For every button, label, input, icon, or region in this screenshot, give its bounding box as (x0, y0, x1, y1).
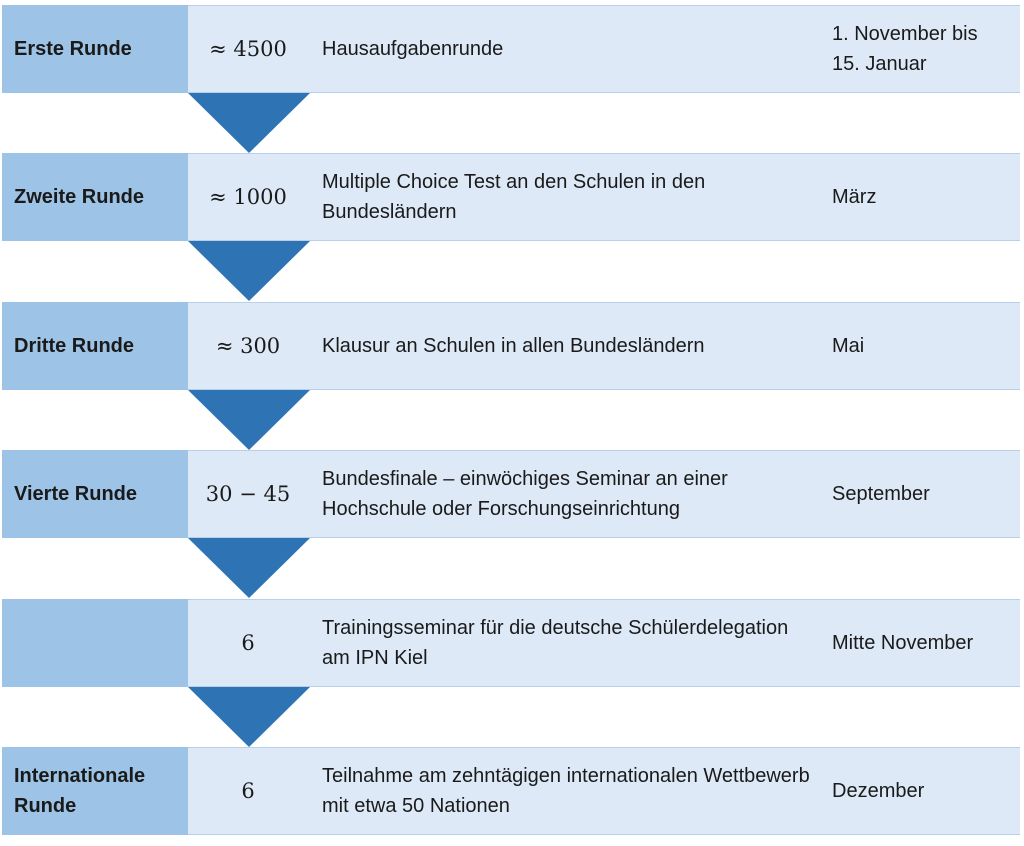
down-arrow-4 (188, 538, 310, 598)
participant-count: 30 − 45 (205, 482, 291, 506)
stage-label-cell (2, 5, 188, 93)
stage-body-cell (188, 450, 1020, 538)
participant-count: ≈ 1000 (209, 185, 287, 209)
stage-label: Internationale Runde (14, 765, 146, 817)
down-arrow-2 (188, 241, 310, 301)
stage-label: Erste Runde (14, 38, 132, 60)
stage-body-cell (188, 599, 1020, 687)
participant-count: ≈ 4500 (209, 37, 287, 61)
participant-count: 6 (241, 631, 255, 655)
participant-count: 6 (241, 779, 255, 803)
stage-label-cell (2, 599, 188, 687)
stage-label-cell (2, 450, 188, 538)
stage-description: Klausur an Schulen in allen Bundesländern (322, 335, 705, 357)
stage-description: Multiple Choice Test an den Schulen in den Bundesländern (322, 171, 706, 223)
stage-label: Vierte Runde (14, 483, 137, 505)
stage-body-cell (188, 5, 1020, 93)
stage-body-cell (188, 153, 1020, 241)
stage-row-3 (2, 302, 1020, 390)
stage-description: Teilnahme am zehntägigen internationalen Wettbewerb mit etwa 50 Nationen (322, 765, 810, 817)
stage-date: Mai (832, 335, 865, 357)
stage-label-cell (2, 747, 188, 835)
stage-row-4 (2, 450, 1020, 538)
stage-label-cell (2, 153, 188, 241)
stage-date: September (832, 483, 930, 505)
stage-body-cell (188, 747, 1020, 835)
stage-date: Dezember (832, 780, 925, 802)
stage-date: Mitte November (832, 632, 974, 654)
stage-row-5 (2, 599, 1020, 687)
stage-label: Dritte Runde (14, 335, 134, 357)
stage-date: März (832, 186, 877, 208)
down-arrow-1 (188, 93, 310, 153)
stage-date: 1. November bis 15. Januar (832, 23, 978, 75)
stage-description: Bundesfinale – einwöchiges Seminar an einer Hochschule oder Forschungseinrichtung (322, 468, 728, 520)
participant-count: ≈ 300 (215, 334, 281, 358)
stage-row-6 (2, 747, 1020, 835)
down-arrow-5 (188, 687, 310, 747)
stage-description: Trainingsseminar für die deutsche Schülerdelegation am IPN Kiel (322, 617, 789, 669)
stage-row-1 (2, 5, 1020, 93)
stage-description: Hausaufgabenrunde (322, 38, 504, 60)
stage-label-cell (2, 302, 188, 390)
stage-body-cell (188, 302, 1020, 390)
stage-label: Zweite Runde (14, 186, 145, 208)
stage-row-2 (2, 153, 1020, 241)
down-arrow-3 (188, 390, 310, 450)
